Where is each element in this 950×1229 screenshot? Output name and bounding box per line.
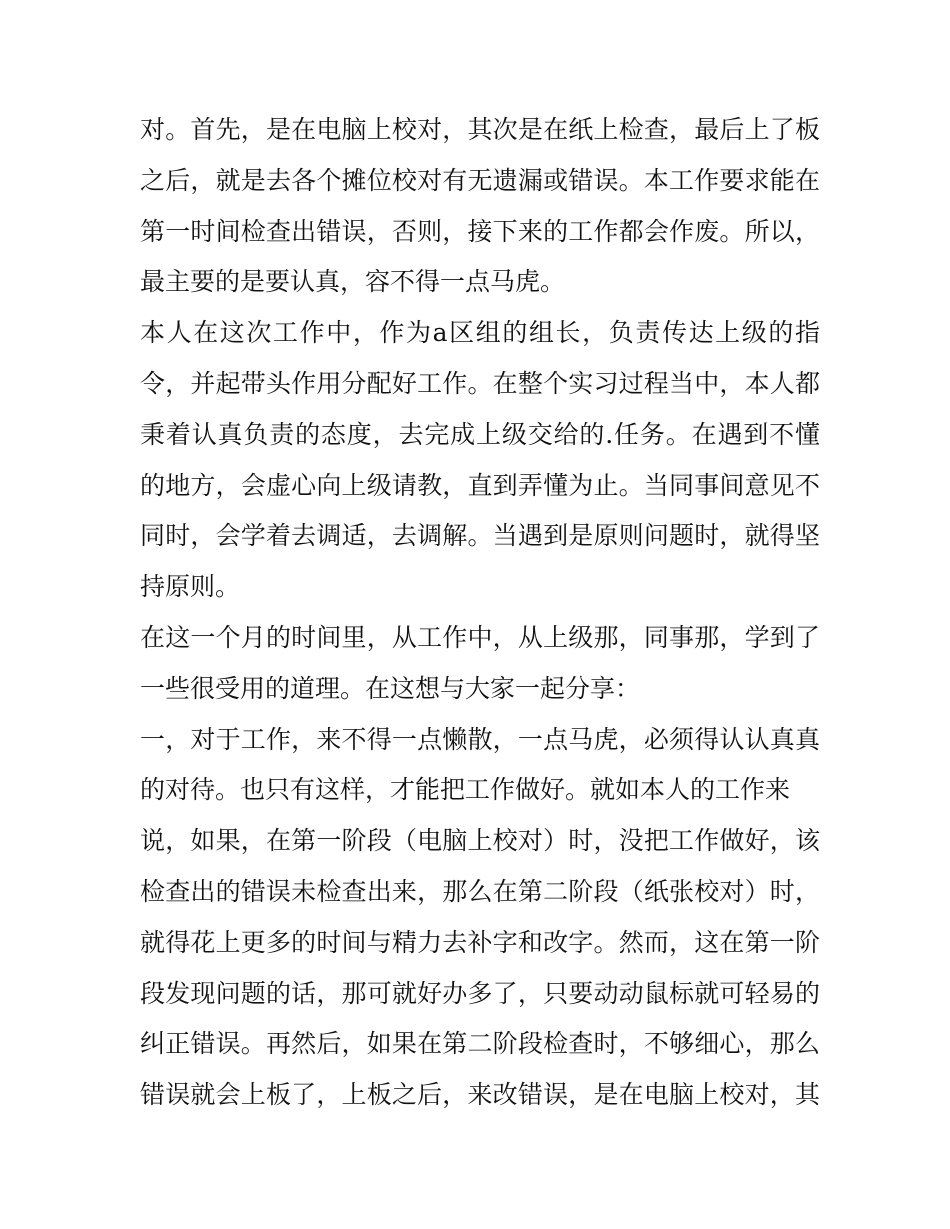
text-line: 对。首先，是在电脑上校对，其次是在纸上检查，最后上了板 [140,115,820,144]
text-line: 段发现问题的话，那可就好办多了，只要动动鼠标就可轻易的 [140,978,820,1008]
text-line: 错误就会上板了，上板之后，来改错误，是在电脑上校对，其 [140,1080,820,1110]
text-line: 之后，就是去各个摊位校对有无遗漏或错误。本工作要求能在 [140,165,820,195]
text-line: 在这一个月的时间里，从工作中，从上级那，同事那，学到了 [140,622,820,652]
text-line: 持原则。 [140,572,241,602]
document-body [140,105,820,1121]
text-line: 令，并起带头作用分配好工作。在整个实习过程当中，本人都 [140,368,820,398]
text-line: 同时，会学着去调适，去调解。当遇到是原则问题时，就得坚 [140,521,820,551]
text-line: 本人在这次工作中，作为a区组的组长，负责传达上级的指 [140,318,820,348]
text-line: 一，对于工作，来不得一点懒散，一点马虎，必须得认认真真 [140,724,820,754]
text-line: 说，如果，在第一阶段（电脑上校对）时，没把工作做好，该 [140,826,820,856]
text-line: 就得花上更多的时间与精力去补字和改字。然而，这在第一阶 [140,927,820,957]
text-line: 的对待。也只有这样，才能把工作做好。就如本人的工作来 [140,775,791,805]
text-line: 最主要的是要认真，容不得一点马虎。 [140,267,566,297]
text-line: 的地方，会虚心向上级请教，直到弄懂为止。当同事间意见不 [140,470,820,500]
text-line: 纠正错误。再然后，如果在第二阶段检查时，不够细心，那么 [140,1029,820,1059]
text-line: 检查出的错误未检查出来，那么在第二阶段（纸张校对）时， [140,876,820,906]
text-line: 秉着认真负责的态度，去完成上级交给的.任务。在遇到不懂 [140,419,820,449]
text-line: 第一时间检查出错误，否则，接下来的工作都会作废。所以， [140,216,820,246]
text-line: 一些很受用的道理。在这想与大家一起分享： [140,673,641,703]
